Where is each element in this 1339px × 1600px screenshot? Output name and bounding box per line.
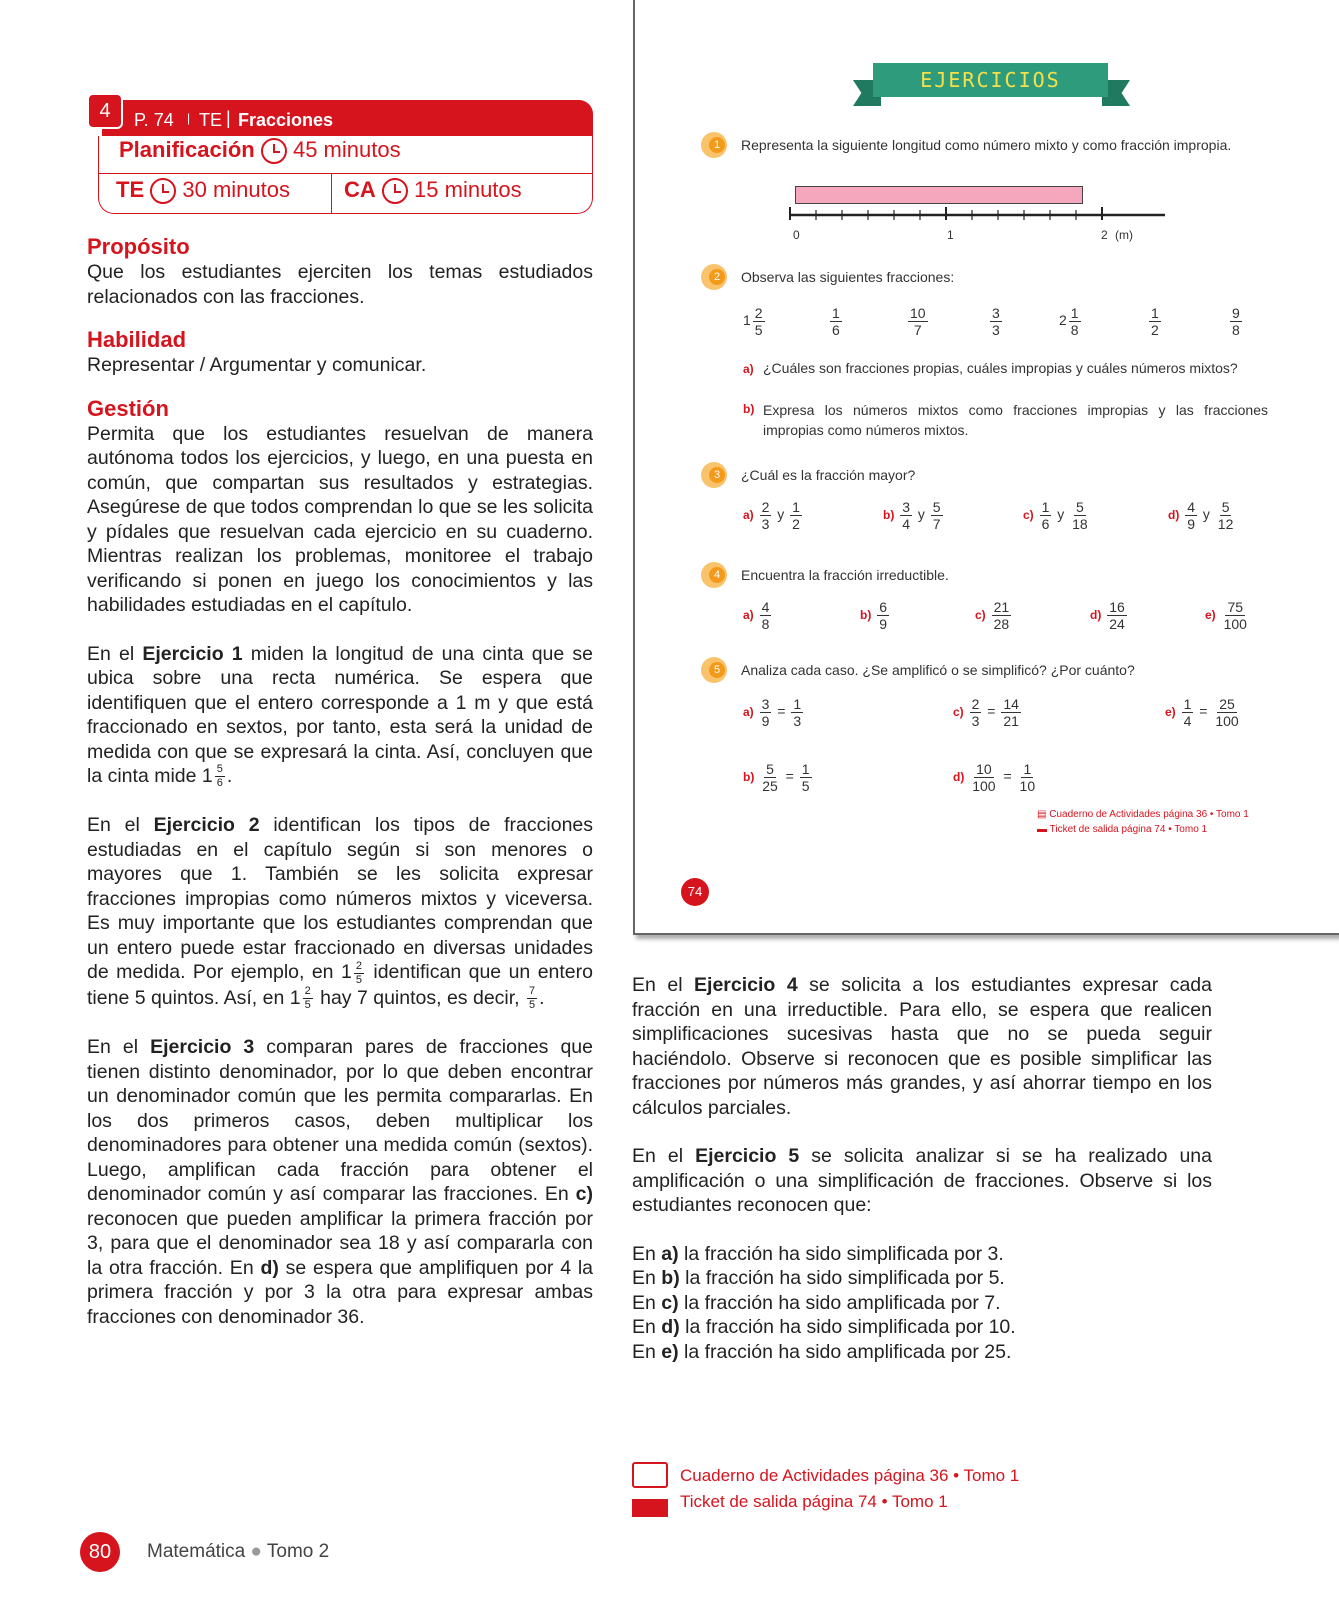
list-item: En b) la fracción ha sido simplificada por 5. xyxy=(632,1267,1005,1289)
axis-label-1: 1 xyxy=(947,228,954,242)
gestion-text: Permita que los estudiantes resuelvan de manera autónoma todos los ejercicios, y luego, en una puesta en común, que compartan sus resultados y estrategias. Asegúrese de que todos comprendan lo que se les solicita y pídales que resuelvan cada ejercicio en su cuaderno. Mientras realizan los problemas, monitoree el trabajo verificando si ponen en juego los conocimientos y las habilidades estudiadas en el capítulo. xyxy=(87,422,593,616)
te-label: TE xyxy=(116,177,145,202)
ticket-link: Ticket de salida página 74 • Tomo 1 xyxy=(680,1492,948,1511)
page-ref: P. 74 xyxy=(134,110,174,130)
ejercicio-2-text: En el Ejercicio 2 identifican los tipos de fracciones estudiadas en el capítulo según si son menores o mayores que 1. También se les solicita expresar fracciones impropias como números mixtos y viceversa. Es muy importante que los estudiantes comprendan que un entero puede estar fraccionado en diversas unidades de medida. Por ejemplo, en 1 $\frac{2}{5}$ identifican que un entero tiene 5 quintos. Así, en 1 $\frac{2}{5}$ hay 7 quintos, es decir, $\frac{7}{5}$ . xyxy=(87,814,594,1012)
planning-box xyxy=(98,136,593,214)
q5-text: Analiza cada caso. ¿Se amplificó o se simplificó? ¿Por cuánto? xyxy=(741,662,1135,678)
lesson-number: 4 xyxy=(87,93,123,129)
header-bar: P. 74 | TE | Fracciones xyxy=(102,100,593,136)
exercises-title: EJERCICIOS xyxy=(873,63,1108,97)
te-ref: TE xyxy=(199,110,223,130)
te-time: 30 minutos xyxy=(182,177,290,202)
habilidad-text: Representar / Argumentar y comunicar. xyxy=(87,354,427,376)
q2b-text: Expresa los números mixtos como fracciones impropias y las fracciones impropias como números mixtos. xyxy=(763,402,1268,438)
exercise-5-badge: 5 xyxy=(701,657,727,683)
clock-icon xyxy=(261,138,287,164)
page-number: 80 xyxy=(80,1532,120,1572)
clock-icon xyxy=(150,178,176,204)
cuaderno-link: Cuaderno de Actividades página 36 • Tomo 1 xyxy=(680,1466,1020,1485)
ca-time: 15 minutos xyxy=(414,177,522,202)
list-item: En d) la fracción ha sido simplificada por 10. xyxy=(632,1316,1016,1338)
list-item: En e) la fracción ha sido amplificada por 25. xyxy=(632,1340,1012,1363)
proposito-text: Que los estudiantes ejerciten los temas estudiados relacionados con las fracciones. xyxy=(87,261,593,308)
proposito-title: Propósito xyxy=(87,234,190,259)
clock-icon xyxy=(382,178,408,204)
tb-cuaderno-link: ▤ Cuaderno de Actividades página 36 • Tomo 1 xyxy=(1037,809,1249,820)
number-line xyxy=(785,205,1175,225)
ribbon-bar xyxy=(795,186,1083,204)
ejercicio-4-text: En el Ejercicio 4 se solicita a los estudiantes expresar cada fracción en una irreductible. Para ello, se espera que realicen simplificaciones sucesivas hasta que no se pueda seguir haciéndolo. Observe si reconocen que es posible simplificar las fracciones por números más grandes, y así ahorrar tiempo en los cálculos parciales. xyxy=(632,974,1212,1119)
textbook-page: EJERCICIOS 1 Representa la siguiente longitud como número mixto y como fracción impropia. 0 1 2 (m) 2 Observa las siguientes fracciones: 1 $\frac{2}{5}$ $\frac{1}{6}$ $\frac{10}{7}$ $\frac{3}{3}$ 2 $\frac{1}{8}$ $\frac{1}{2}$ $\frac{9}{8}$ a) ¿Cuáles son fracciones propias, cuáles impropias y cuáles números mixtos? b) Expresa los números mixtos como fracciones impropias y las fracciones impropias como números mixtos. 3 ¿Cuál es la fracción mayor? a) $\frac{2}{3}$ y $\frac{1}{2}$ b) $\frac{3}{4}$ y $\frac{5}{7}$ c) $\frac{1}{6}$ y $\frac{5}{18}$ d) $\frac{4}{9}$ y $\frac{5}{12}$ 4 Encuentra la fracción irreductible. a) $\frac{4}{8}$ b) $\frac{6}{9}$ c) $\frac{21}{28}$ d) $\frac{16}{24}$ e) $\frac{75}{100}$ 5 Analiza cada caso. ¿Se amplificó o se simplificó? ¿Por cuánto? a) $\frac{3}{9}$ = $\frac{1}{3}$ c) $\frac{2}{3}$ = $\frac{14}{21}$ e) $\frac{1}{4}$ = $\frac{25}{100}$ b) $\frac{5}{25}$ = $\frac{1}{5}$ d) $\frac{10}{100}$ = $\frac{1}{10}$ ▤ Cuaderno de Actividades página 36 • Tomo 1 ▬ Ticket de salida página 74 • Tomo 1 74 xyxy=(633,0,1339,935)
ejercicio-5-text: En el Ejercicio 5 se solicita analizar si se ha realizado una amplificación o una simplificación de fracciones. Observe si los estudiantes reconocen que: xyxy=(632,1145,1212,1216)
book-icon xyxy=(632,1462,668,1488)
plan-label: Planificación xyxy=(119,137,255,162)
lesson-header xyxy=(87,96,593,214)
ticket-icon xyxy=(632,1499,668,1517)
gestion-title: Gestión xyxy=(87,395,169,421)
left-column xyxy=(87,96,593,1329)
plan-time: 45 minutos xyxy=(292,137,401,162)
ejercicio-5-list xyxy=(632,1242,1212,1365)
axis-label-2: 2 xyxy=(1101,228,1108,242)
exercise-1-badge: 1 xyxy=(701,132,727,158)
list-item: En a) la fracción ha sido simplificada por 3. xyxy=(632,1242,1004,1265)
exercise-4-badge: 4 xyxy=(701,562,727,588)
exercise-2-badge: 2 xyxy=(701,264,727,290)
q1-text: Representa la siguiente longitud como número mixto y como fracción impropia. xyxy=(741,137,1232,153)
q3-text: ¿Cuál es la fracción mayor? xyxy=(741,467,916,483)
ca-label: CA xyxy=(344,177,376,202)
habilidad-title: Habilidad xyxy=(87,327,187,352)
axis-label-0: 0 xyxy=(793,228,800,242)
exercise-3-badge: 3 xyxy=(701,462,727,488)
axis-unit: (m) xyxy=(1115,228,1133,242)
right-column xyxy=(632,973,1212,1364)
q2a-text: ¿Cuáles son fracciones propias, cuáles impropias y cuáles números mixtos? xyxy=(763,360,1238,376)
book-title: Matemática ● Tomo 2 xyxy=(147,1541,330,1562)
q4-text: Encuentra la fracción irreductible. xyxy=(741,567,949,583)
ejercicio-1-text: En el Ejercicio 1 miden la longitud de una cinta que se ubica sobre una recta numérica. Se espera que identifiquen que el entero corresponde a 1 m y que está fraccionado en sextos, por tanto, esta será la unidad de medida con que se expresará la cinta. Así, concluyen que la cinta mide 1 $\frac{5}{6}$ . xyxy=(87,642,593,790)
ejercicio-3-text: En el Ejercicio 3 comparan pares de fracciones que tienen distinto denominador, por lo que deben encontrar un denominador común que les permita compararlas. En los dos primeros casos, deben multiplicar los denominadores para obtener una medida común (sextos). Luego, amplifican cada fracción para obtener el denominador común y así comparar las fracciones. En c) reconocen que pueden amplificar la primera fracción por 3, para que el denominador sea 18 y así compararla con la otra fracción. En d) se espera que amplifiquen por 4 la primera fracción y por 3 la otra para expresar ambas fracciones con denominador 36. xyxy=(87,1036,593,1328)
topic: Fracciones xyxy=(238,110,334,130)
list-item: En c) la fracción ha sido amplificada por 7. xyxy=(632,1291,1001,1314)
q2-text: Observa las siguientes fracciones: xyxy=(741,269,955,285)
tb-page-number: 74 xyxy=(681,878,709,906)
tb-ticket-link: ▬ Ticket de salida página 74 • Tomo 1 xyxy=(1037,824,1208,835)
